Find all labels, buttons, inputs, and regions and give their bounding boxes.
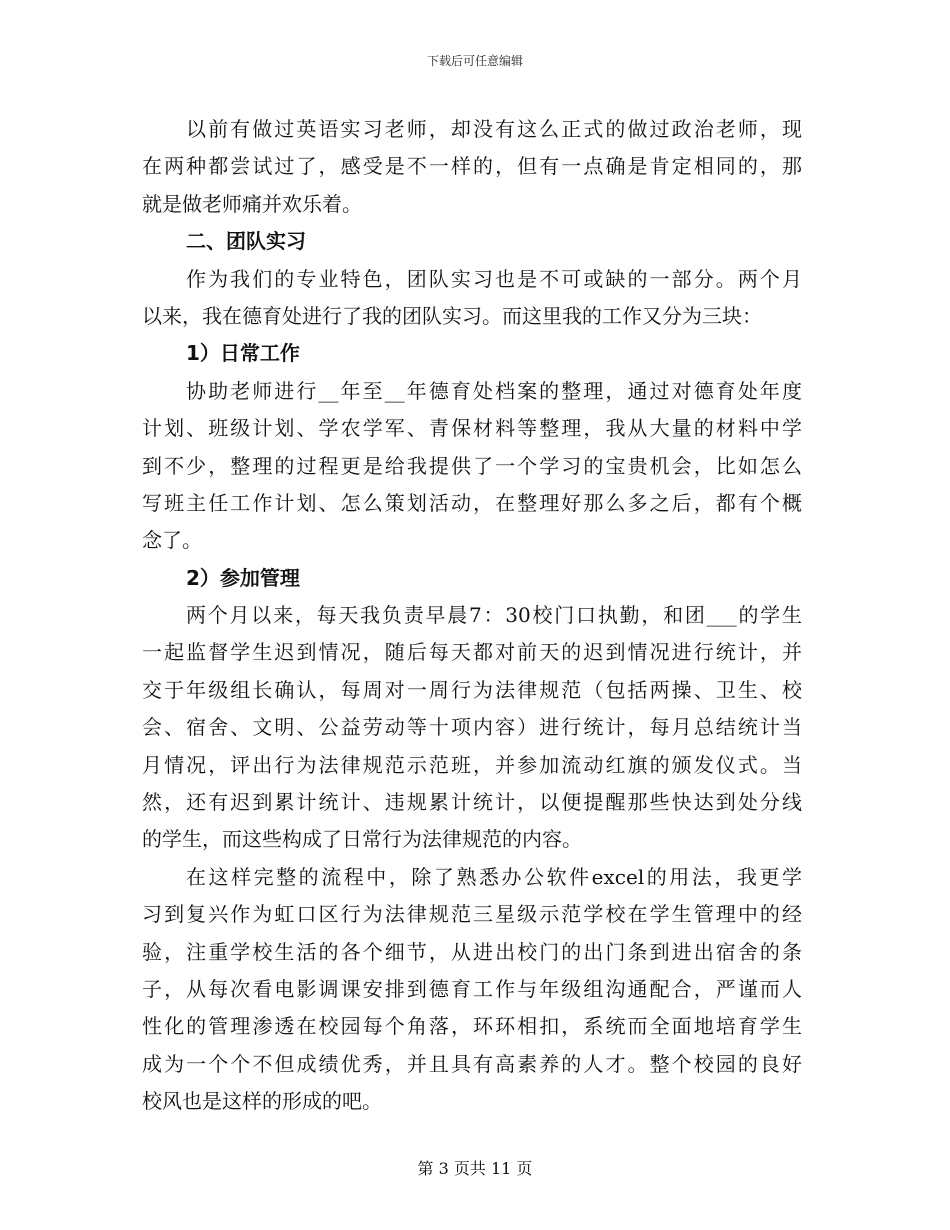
text-line: 验，注重学校生活的各个细节，从进出校门的出门条到进出宿舍的条 [142, 939, 802, 964]
text-line: 在这样完整的流程中，除了熟悉办公软件excel的用法，我更学 [186, 864, 802, 889]
text-line: 然，还有迟到累计统计、违规累计统计，以便提醒那些快达到处分线 [142, 790, 802, 815]
text-line: 的学生，而这些构成了日常行为法律规范的内容。 [142, 827, 582, 852]
text-line: 作为我们的专业特色，团队实习也是不可或缺的一部分。两个月 [186, 266, 802, 291]
text-line: 在两种都尝试过了，感受是不一样的，但有一点确是肯定相同的，那 [142, 154, 802, 179]
page-number: 第 3 页共 11 页 [417, 1159, 533, 1178]
text-line: 就是做老师痛并欢乐着。 [142, 191, 362, 216]
section-heading: 1）日常工作 [186, 341, 300, 366]
text-line: 计划、班级计划、学农学军、青保材料等整理，我从大量的材料中学 [142, 416, 802, 441]
text-line: 念了。 [142, 528, 202, 553]
paragraph [142, 859, 802, 1121]
text-line: 两个月以来，每天我负责早晨7：30校门口执勤，和团___的学生 [186, 603, 802, 628]
paragraph [142, 373, 802, 560]
text-line: 以来，我在德育处进行了我的团队实习。而这里我的工作又分为三块： [142, 303, 762, 328]
text-line: 月情况，评出行为法律规范示范班，并参加流动红旗的颁发仪式。当 [142, 752, 802, 777]
text-line: 协助老师进行__年至__年德育处档案的整理，通过对德育处年度 [186, 378, 802, 403]
document-body [142, 111, 802, 1121]
text-line: 成为一个个不但成绩优秀，并且具有高素养的人才。整个校园的良好 [142, 1051, 802, 1076]
paragraph [142, 111, 802, 223]
text-line: 一起监督学生迟到情况，随后每天都对前天的迟到情况进行统计，并 [142, 640, 802, 665]
paragraph [142, 261, 802, 336]
section-heading: 二、团队实习 [186, 229, 306, 254]
text-line: 校风也是这样的形成的吧。 [142, 1089, 382, 1114]
section-heading: 2）参加管理 [186, 565, 300, 590]
text-line: 以前有做过英语实习老师，却没有这么正式的做过政治老师，现 [186, 117, 802, 141]
text-line: 子，从每次看电影调课安排到德育工作与年级组沟通配合，严谨而人 [142, 976, 802, 1001]
page-header-note: 下载后可任意编辑 [426, 54, 523, 68]
paragraph [142, 597, 802, 859]
text-line: 性化的管理渗透在校园每个角落，环环相扣，系统而全面地培育学生 [142, 1014, 802, 1039]
text-line: 交于年级组长确认，每周对一周行为法律规范（包括两操、卫生、校 [142, 677, 802, 702]
text-line: 到不少，整理的过程更是给我提供了一个学习的宝贵机会，比如怎么 [142, 453, 802, 478]
text-line: 习到复兴作为虹口区行为法律规范三星级示范学校在学生管理中的经 [142, 902, 802, 927]
text-line: 会、宿舍、文明、公益劳动等十项内容）进行统计，每月总结统计当 [142, 715, 802, 740]
text-line: 写班主任工作计划、怎么策划活动，在整理好那么多之后，都有个概 [142, 490, 802, 515]
